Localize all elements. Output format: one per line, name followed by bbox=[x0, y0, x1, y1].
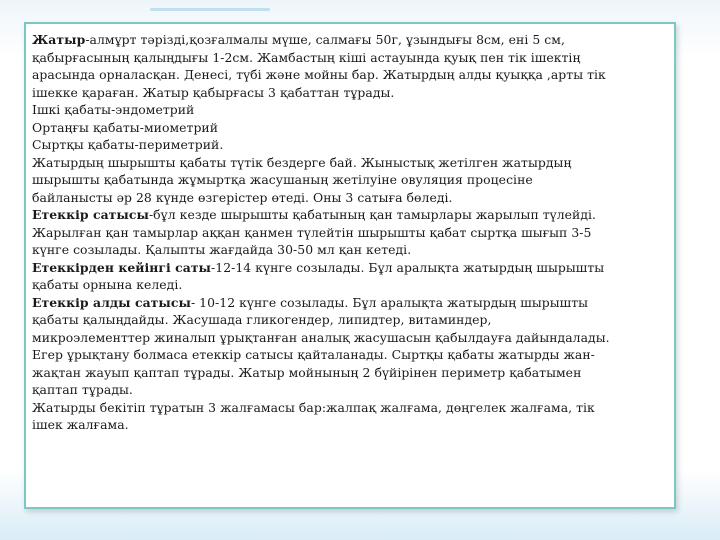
text-line bbox=[32, 294, 668, 312]
text-line bbox=[32, 189, 668, 207]
line-text: қабаты орнына келеді. bbox=[32, 277, 183, 292]
text-line bbox=[32, 364, 668, 382]
bold-term: Етеккірден кейінгі саты bbox=[32, 259, 212, 275]
text-box bbox=[24, 22, 676, 509]
line-text: Егер ұрықтану болмаса етеккір сатысы қайталанады. Сыртқы қабаты жатырды жан- bbox=[32, 347, 595, 362]
bold-term: Жатыр bbox=[32, 32, 86, 47]
line-text: Ішкі қабаты-эндометрий bbox=[32, 102, 195, 117]
line-text: қаптап тұрады. bbox=[32, 382, 133, 397]
line-text: микроэлементтер жиналып ұрықтанған аналық жасушасын қабылдауға дайындалады. bbox=[32, 329, 610, 345]
bold-term: Етеккір алды сатысы bbox=[32, 294, 191, 310]
text-line bbox=[32, 49, 668, 67]
text-line bbox=[32, 66, 668, 84]
text-line bbox=[32, 84, 668, 102]
line-text: қабаты қалыңдайды. Жасушада гликогендер, липидтер, витаминдер, bbox=[32, 312, 492, 327]
line-text: арасында орналасқан. Денесі, түбі және мойны бар. Жатырдың алды қуыққа ,арты тік bbox=[32, 67, 606, 82]
text-line bbox=[32, 101, 668, 119]
line-text: байланысты әр 28 күнде өзгерістер өтеді. Оны 3 сатыға бөледі. bbox=[32, 189, 453, 205]
line-text: ішекке қараған. Жатыр қабырғасы 3 қабаттан тұрады. bbox=[32, 84, 395, 100]
line-text: -бұл кезде шырышты қабатының қан тамырлары жарылып түлейді. bbox=[148, 207, 597, 222]
line-text: -12-14 күнге созылады. Бұл аралықта жатырдың шырышты bbox=[211, 259, 605, 275]
text-line bbox=[32, 224, 668, 242]
line-text: Сыртқы қабаты-периметрий. bbox=[32, 137, 224, 152]
line-text: Жарылған қан тамырлар аққан қанмен түлейтін шырышты қабат сыртқа шығып 3-5 bbox=[32, 224, 592, 240]
text-line bbox=[32, 381, 668, 399]
line-text: жақтан жауып қаптап тұрады. Жатыр мойнының 2 бүйірінен периметр қабатымен bbox=[32, 364, 582, 380]
decorative-line bbox=[150, 8, 270, 11]
text-line bbox=[32, 31, 668, 49]
text-line bbox=[32, 154, 668, 172]
text-line bbox=[32, 311, 668, 329]
line-text: Жатырды бекітіп тұратын 3 жалғамасы бар:жалпақ жалғама, дөңгелек жалғама, тік bbox=[32, 399, 595, 415]
line-text: -алмұрт тәрізді,қозғалмалы мүше, салмағы 50г, ұзындығы 8см, ені 5 см, bbox=[85, 32, 565, 47]
text-line bbox=[32, 399, 668, 417]
line-text: қабырғасының қалыңдығы 1-2см. Жамбастың кіші астауында қуық пен тік ішектің bbox=[32, 49, 581, 65]
line-text: Ортаңғы қабаты-миометрий bbox=[32, 119, 219, 135]
line-text: - 10-12 күнге созылады. Бұл аралықта жатырдың шырышты bbox=[190, 294, 589, 310]
text-line bbox=[32, 329, 668, 347]
line-text: Жатырдың шырышты қабаты түтік бездерге бай. Жыныстық жетілген жатырдың bbox=[32, 154, 572, 170]
text-line bbox=[32, 416, 668, 434]
text-line bbox=[32, 276, 668, 294]
line-text: күнге созылады. Қалыпты жағдайда 30-50 мл қан кетеді. bbox=[32, 242, 412, 257]
bold-term: Етеккір сатысы bbox=[32, 207, 149, 222]
line-text: шырышты қабатында жұмыртқа жасушаның жетілуіне овуляция процесіне bbox=[32, 172, 533, 187]
text-line bbox=[32, 119, 668, 137]
line-text: ішек жалғама. bbox=[32, 417, 129, 432]
text-line bbox=[32, 206, 668, 224]
text-line bbox=[32, 346, 668, 364]
text-line bbox=[32, 259, 668, 277]
text-line bbox=[32, 136, 668, 154]
text-line bbox=[32, 241, 668, 259]
text-line bbox=[32, 171, 668, 189]
